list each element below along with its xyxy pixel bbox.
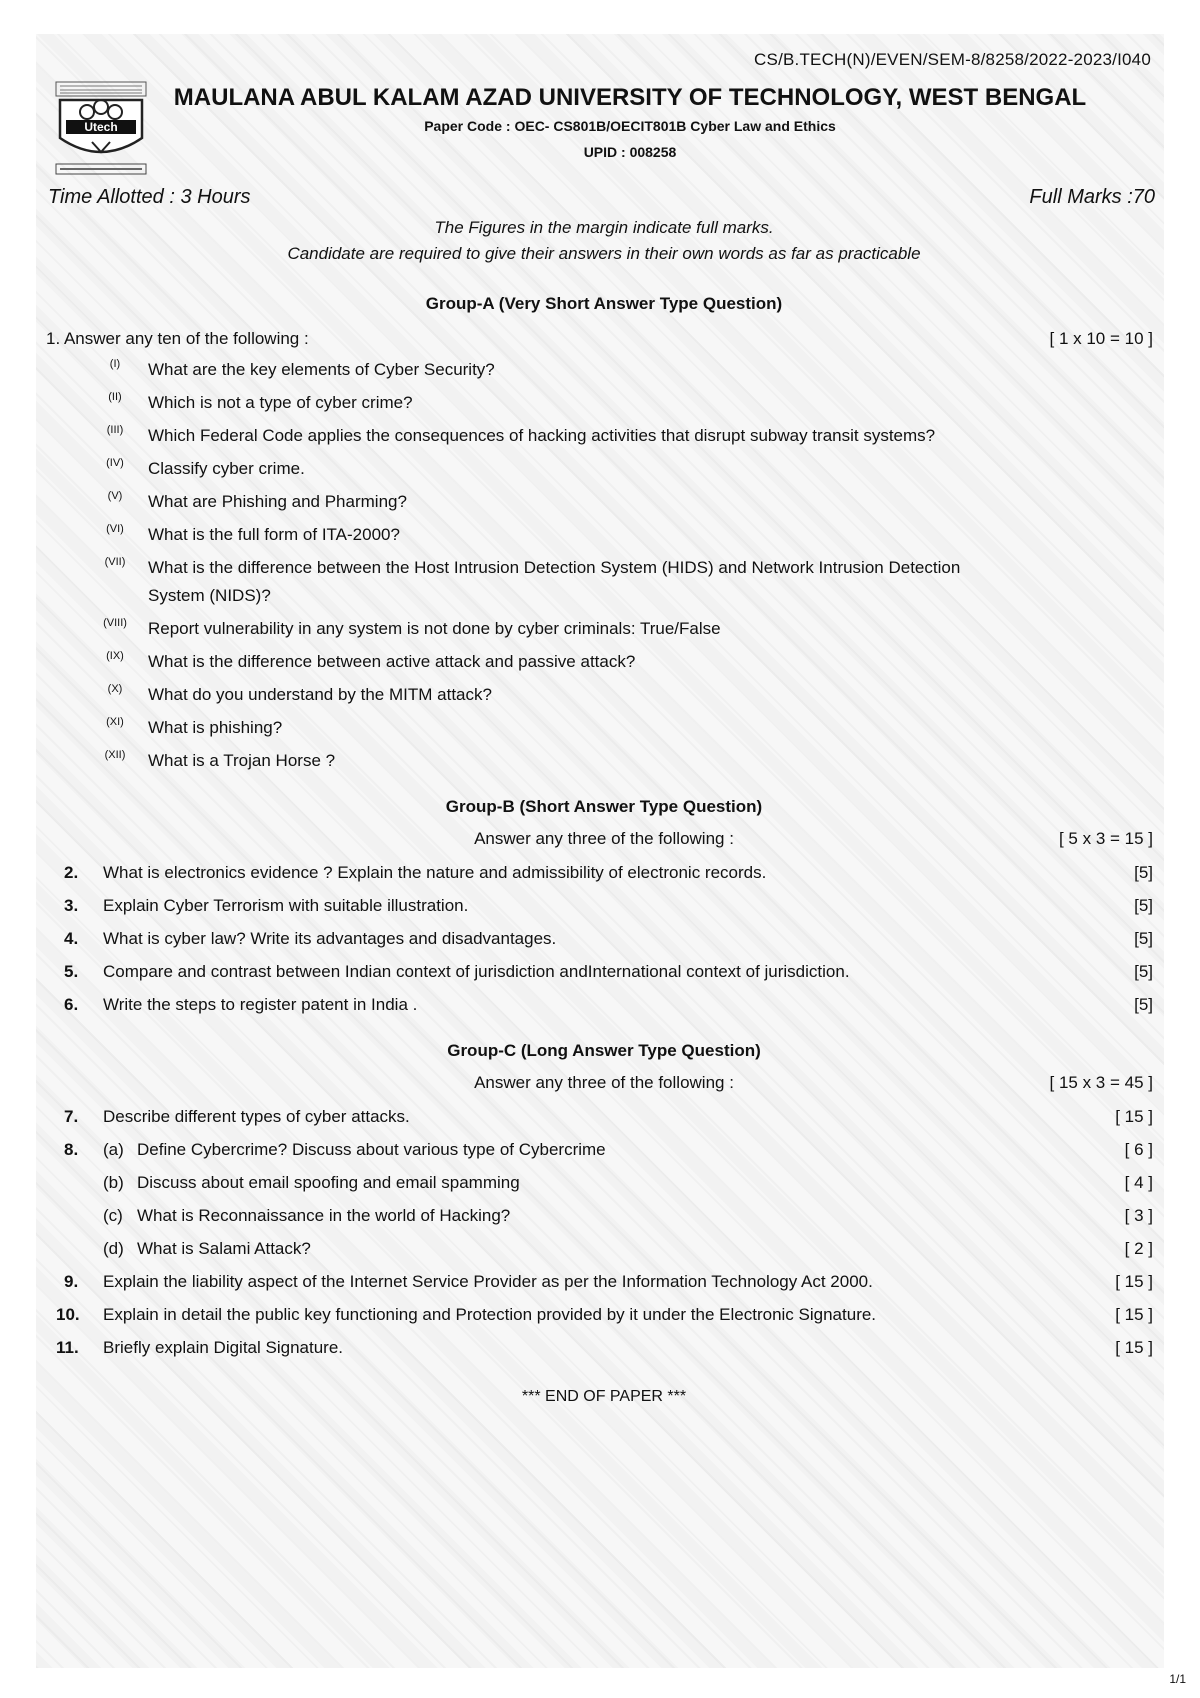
- subquestion-text: What is the difference between the Host Intrusion Detection System (HIDS) and Network Intrusion Detection: [148, 558, 961, 577]
- part-marks: [ 6 ]: [1124, 1140, 1153, 1159]
- watermark-background: [36, 34, 1164, 1668]
- question-text: Write the steps to register patent in India .: [103, 995, 418, 1014]
- subquestion-number: (I): [109, 358, 121, 370]
- instruction-line: Candidate are required to give their answers in their own words as far as practicable: [287, 244, 921, 263]
- question-marks: [ 15 ]: [1115, 1107, 1153, 1126]
- part-label: (b): [103, 1173, 124, 1192]
- subquestion-text: What is the difference between active attack and passive attack?: [148, 652, 636, 671]
- part-marks: [ 3 ]: [1124, 1206, 1153, 1225]
- subquestion-text: What is a Trojan Horse ?: [148, 751, 336, 770]
- question-text: Explain the liability aspect of the Internet Service Provider as per the Information Technology Act 2000.: [103, 1272, 873, 1291]
- subquestion-number: (VIII): [103, 617, 127, 629]
- part-text: What is Salami Attack?: [137, 1239, 311, 1258]
- subquestion-text: What is the full form of ITA-2000?: [148, 525, 400, 544]
- question-text: Compare and contrast between Indian context of jurisdiction andInternational context of jurisdiction.: [103, 962, 850, 981]
- question-text: Explain Cyber Terrorism with suitable illustration.: [103, 896, 469, 915]
- question-number: 2.: [64, 863, 79, 882]
- part-label: (d): [103, 1239, 124, 1258]
- paper-reference-code: CS/B.TECH(N)/EVEN/SEM-8/8258/2022-2023/I040: [754, 50, 1151, 69]
- question-text: Explain in detail the public key functioning and Protection provided by it under the Electronic Signature.: [103, 1305, 877, 1324]
- subquestion-number: (III): [106, 424, 124, 436]
- question-number: 11.: [56, 1338, 79, 1357]
- part-label: (a): [103, 1140, 124, 1159]
- full-marks: Full Marks :70: [1029, 186, 1155, 208]
- subquestion-text-continued: System (NIDS)?: [148, 586, 271, 605]
- subquestion-number: (XII): [104, 749, 126, 761]
- question-text: What is electronics evidence ? Explain the nature and admissibility of electronic records.: [103, 863, 767, 882]
- subquestion-number: (X): [107, 683, 123, 695]
- question-number: 6.: [64, 995, 79, 1014]
- university-name: MAULANA ABUL KALAM AZAD UNIVERSITY OF TECHNOLOGY, WEST BENGAL: [173, 84, 1087, 111]
- group-c-instruction: Answer any three of the following :: [474, 1073, 734, 1092]
- part-marks: [ 2 ]: [1124, 1239, 1153, 1258]
- question-1-label: 1. Answer any ten of the following :: [46, 329, 309, 348]
- question-marks: [ 15 ]: [1115, 1305, 1153, 1324]
- subquestion-text: Which is not a type of cyber crime?: [148, 393, 413, 412]
- question-number: 7.: [64, 1107, 79, 1126]
- question-marks: [5]: [1134, 863, 1153, 882]
- subquestion-number: (IV): [106, 457, 124, 469]
- page-number: 1/1: [1169, 1672, 1186, 1686]
- subquestion-text: What are the key elements of Cyber Security?: [148, 360, 495, 379]
- group-b-instruction: Answer any three of the following :: [474, 829, 734, 848]
- subquestion-number: (VI): [106, 523, 124, 535]
- group-b-title: Group-B (Short Answer Type Question): [445, 797, 763, 816]
- upid: UPID : 008258: [583, 144, 677, 160]
- part-marks: [ 4 ]: [1124, 1173, 1153, 1192]
- subquestion-text: Classify cyber crime.: [148, 459, 305, 478]
- question-marks: [ 15 ]: [1115, 1272, 1153, 1291]
- question-marks: [ 15 ]: [1115, 1338, 1153, 1357]
- subquestion-number: (V): [107, 490, 123, 502]
- question-text: Describe different types of cyber attacks.: [103, 1107, 410, 1126]
- svg-text:Utech: Utech: [84, 120, 118, 134]
- instruction-line: The Figures in the margin indicate full marks.: [434, 218, 774, 237]
- group-c-title: Group-C (Long Answer Type Question): [447, 1041, 761, 1060]
- part-text: Define Cybercrime? Discuss about various type of Cybercrime: [137, 1140, 606, 1159]
- question-marks: [5]: [1134, 896, 1153, 915]
- question-number: 5.: [64, 962, 79, 981]
- group-a-allocation: [ 1 x 10 = 10 ]: [1049, 329, 1153, 348]
- subquestion-text: What are Phishing and Pharming?: [148, 492, 407, 511]
- subquestion-number: (XI): [106, 716, 124, 728]
- subquestion-number: (II): [108, 391, 122, 403]
- group-a-title: Group-A (Very Short Answer Type Question): [425, 294, 783, 313]
- question-text: Briefly explain Digital Signature.: [103, 1338, 344, 1357]
- question-marks: [5]: [1134, 995, 1153, 1014]
- part-text: Discuss about email spoofing and email spamming: [137, 1173, 520, 1192]
- time-allotted: Time Allotted : 3 Hours: [48, 186, 251, 208]
- subquestion-text: What is phishing?: [148, 718, 283, 737]
- question-marks: [5]: [1134, 962, 1153, 981]
- group-b-allocation: [ 5 x 3 = 15 ]: [1058, 829, 1153, 848]
- part-text: What is Reconnaissance in the world of Hacking?: [137, 1206, 511, 1225]
- question-marks: [5]: [1134, 929, 1153, 948]
- question-text: What is cyber law? Write its advantages and disadvantages.: [103, 929, 557, 948]
- group-c-allocation: [ 15 x 3 = 45 ]: [1049, 1073, 1153, 1092]
- end-of-paper: *** END OF PAPER ***: [521, 1388, 687, 1405]
- subquestion-text: What do you understand by the MITM attack?: [148, 685, 492, 704]
- subquestion-number: (IX): [106, 650, 124, 662]
- question-number: 9.: [64, 1272, 79, 1291]
- question-number: 3.: [64, 896, 79, 915]
- subquestion-number: (VII): [104, 556, 126, 568]
- paper-code: Paper Code : OEC- CS801B/OECIT801B Cyber Law and Ethics: [424, 118, 836, 134]
- subquestion-text: Report vulnerability in any system is not done by cyber criminals: True/False: [148, 619, 721, 638]
- subquestion-text: Which Federal Code applies the consequences of hacking activities that disrupt subway transit systems?: [148, 426, 936, 445]
- question-number: 10.: [56, 1305, 80, 1324]
- part-label: (c): [103, 1206, 123, 1225]
- question-number: 8.: [64, 1140, 79, 1159]
- question-number: 4.: [64, 929, 79, 948]
